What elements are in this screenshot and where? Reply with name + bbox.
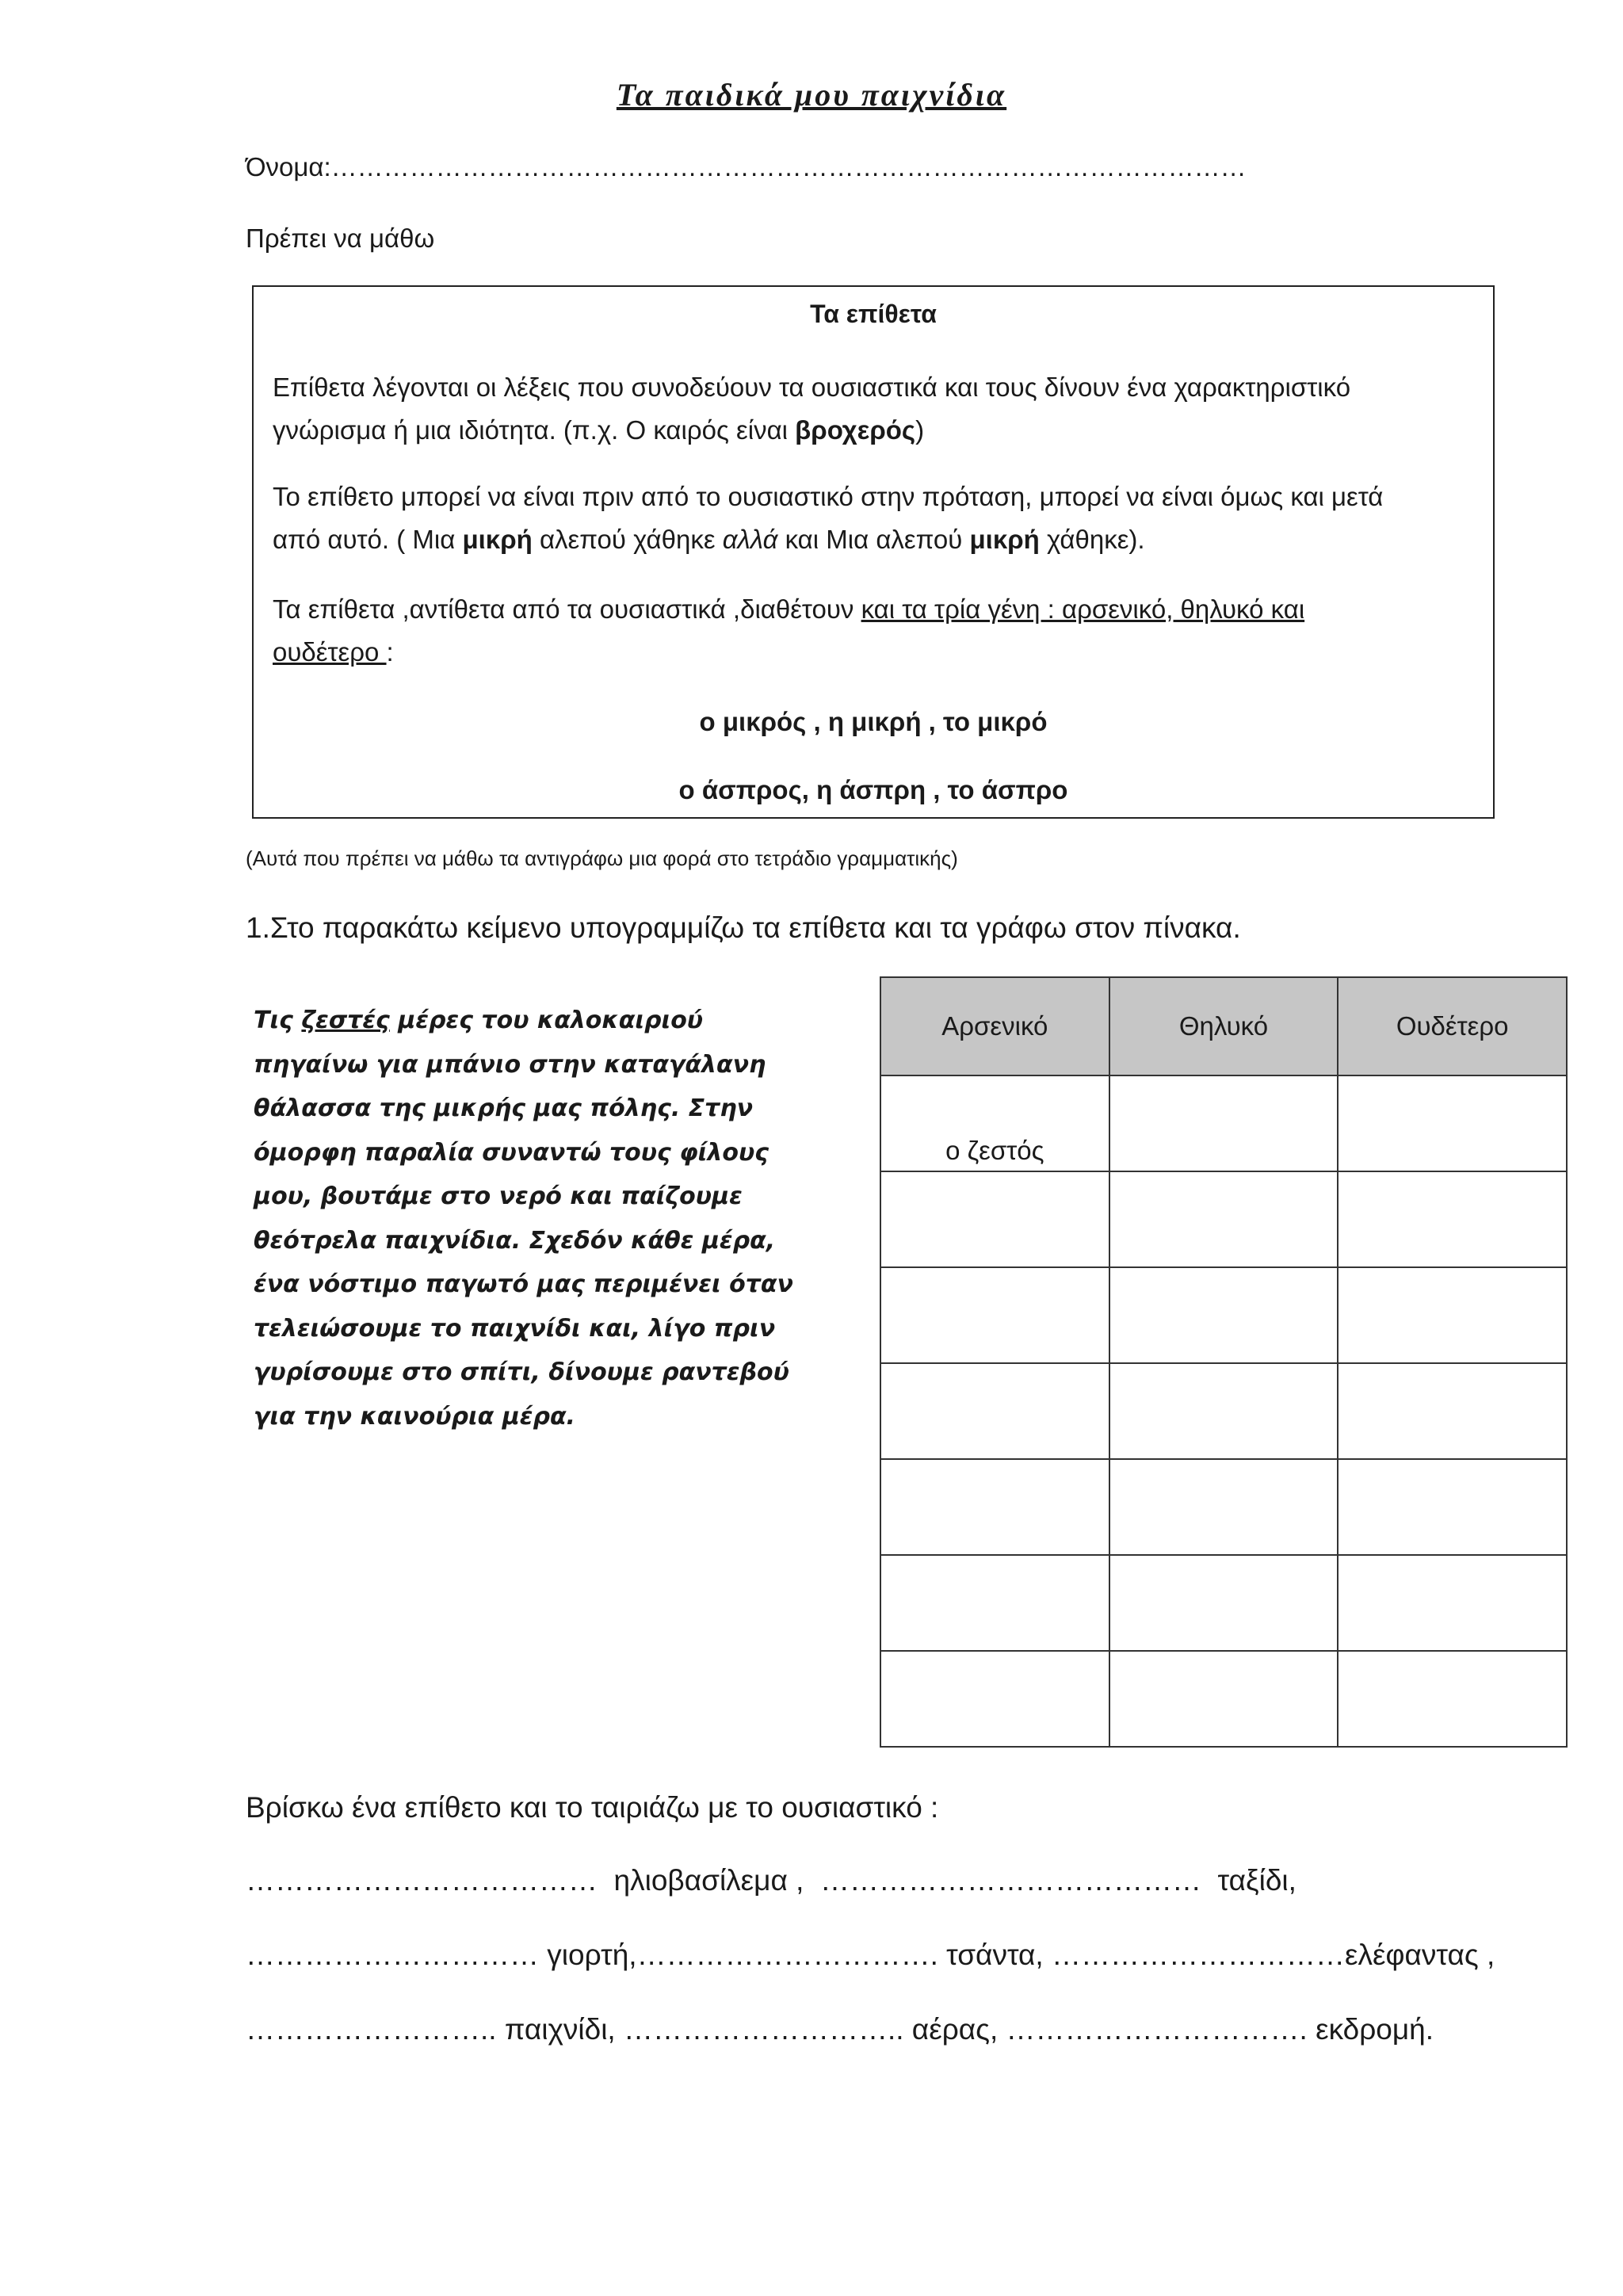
table-cell[interactable] (1109, 1267, 1338, 1363)
rules-box-heading: Τα επίθετα (810, 300, 937, 328)
passage-line: Τις ζεστές μέρες του καλοκαιριού (254, 1007, 704, 1034)
table-cell[interactable] (1338, 1267, 1567, 1363)
table-row (880, 1651, 1567, 1747)
fill-in-line-2[interactable]: ………………………… γιορτή,…………………………. τσάντα, …………………………ελέφαντας , (246, 1939, 1495, 1971)
table-cell[interactable] (1338, 1651, 1567, 1747)
table-cell[interactable] (1338, 1075, 1567, 1171)
table-cell[interactable] (1109, 1555, 1338, 1651)
passage-line: θάλασσα της μικρής μας πόλης. Στην (254, 1095, 754, 1122)
adjective-gender-table (880, 976, 1568, 1748)
example-mikros: ο μικρός , η μικρή , το μικρό (699, 707, 1048, 736)
rule-paragraph-1-line-2: γνώρισμα ή μια ιδιότητα. (π.χ. Ο καιρός είναι βροχερός) (273, 415, 925, 445)
reading-passage (254, 999, 808, 1438)
rule-paragraph-2 (273, 476, 1477, 561)
table-cell[interactable] (880, 1171, 1109, 1267)
passage-line: τελειώσουμε το παιχνίδι και, λίγο πριν (254, 1314, 776, 1343)
table-cell[interactable] (880, 1267, 1109, 1363)
table-cell[interactable] (1109, 1171, 1338, 1267)
passage-line: πηγαίνω για μπάνιο στην καταγάλανη (254, 1050, 766, 1079)
table-cell[interactable] (1338, 1171, 1567, 1267)
header-neuter: Ουδέτερο (1338, 977, 1567, 1075)
table-cell[interactable] (880, 1555, 1109, 1651)
table-row (880, 1267, 1567, 1363)
header-masculine: Αρσενικό (880, 977, 1109, 1075)
table-cell[interactable] (1338, 1555, 1567, 1651)
rule-paragraph-3-line-1: Τα επίθετα ,αντίθετα από τα ουσιαστικά ,διαθέτουν και τα τρία γένη : αρσενικό, θηλυκό και (273, 594, 1305, 624)
fill-in-line-1[interactable]: ……………………………… ηλιοβασίλεμα , ………………………………… ταξίδι, (246, 1864, 1296, 1897)
passage-line: γυρίσουμε στο σπίτι, δίνουμε ραντεβού (254, 1358, 789, 1386)
exercise-1-instruction: 1.Στο παρακάτω κείμενο υπογραμμίζω τα επίθετα και τα γράφω στον πίνακα. (246, 911, 1241, 944)
table-cell[interactable] (880, 1651, 1109, 1747)
table-cell[interactable] (880, 1363, 1109, 1459)
table-cell[interactable] (1338, 1459, 1567, 1555)
passage-line: όμορφη παραλία συναντώ τους φίλους (254, 1138, 769, 1167)
rule-paragraph-3-line-2: ουδέτερο : (273, 637, 394, 667)
table-row (880, 1555, 1567, 1651)
table-cell[interactable] (1338, 1363, 1567, 1459)
passage-line: ένα νόστιμο παγωτό μας περιμένει όταν (254, 1270, 793, 1298)
rule-paragraph-1-line-1: Επίθετα λέγονται οι λέξεις που συνοδεύουν τα ουσιαστικά και τους δίνουν ένα χαρακτηριστικό (273, 372, 1351, 402)
table-header-row (880, 977, 1567, 1075)
underlined-adjective: ζεστές (301, 1007, 390, 1034)
table-cell-example: ο ζεστός (880, 1075, 1109, 1171)
table-row (880, 1171, 1567, 1267)
rule-paragraph-2-line-1: Το επίθετο μπορεί να είναι πριν από το ουσιαστικό στην πρόταση, μπορεί να είναι όμως και μετά (273, 482, 1384, 511)
must-learn-label: Πρέπει να μάθω (246, 223, 435, 253)
example-aspros: ο άσπρος, η άσπρη , το άσπρο (678, 775, 1068, 804)
table-row (880, 1459, 1567, 1555)
copy-note: (Αυτά που πρέπει να μάθω τα αντιγράφω μια φορά στο τετράδιο γραμματικής) (246, 846, 958, 870)
passage-line: θεότρελα παιχνίδια. Σχεδόν κάθε μέρα, (254, 1226, 776, 1255)
passage-line: μου, βουτάμε στο νερό και παίζουμε (254, 1182, 743, 1210)
page-title: Τα παιδικά μου παιχνίδια (616, 77, 1007, 113)
table-cell[interactable] (1109, 1363, 1338, 1459)
name-field-line[interactable]: Όνομα:…………………………………………………………………………………………… (246, 152, 1247, 181)
rule-paragraph-3 (273, 588, 1477, 674)
table-row (880, 1075, 1567, 1171)
table-row (880, 1363, 1567, 1459)
table-cell[interactable] (1109, 1459, 1338, 1555)
table-cell[interactable] (1109, 1075, 1338, 1171)
exercise-2-instruction: Βρίσκω ένα επίθετο και το ταιριάζω με το ουσιαστικό : (246, 1791, 939, 1824)
table-cell[interactable] (1109, 1651, 1338, 1747)
header-feminine: Θηλυκό (1109, 977, 1338, 1075)
rule-paragraph-2-line-2: από αυτό. ( Μια μικρή αλεπού χάθηκε αλλά και Μια αλεπού μικρή χάθηκε). (273, 525, 1145, 554)
rule-paragraph-1 (273, 366, 1477, 452)
table-cell[interactable] (880, 1459, 1109, 1555)
fill-in-line-3[interactable]: …………………….. παιχνίδι, ……………………….. αέρας, …………………………. εκδρομή. (246, 2013, 1434, 2046)
passage-line: για την καινούρια μέρα. (254, 1402, 575, 1431)
example-word-vroxeros: βροχερός (795, 415, 916, 445)
